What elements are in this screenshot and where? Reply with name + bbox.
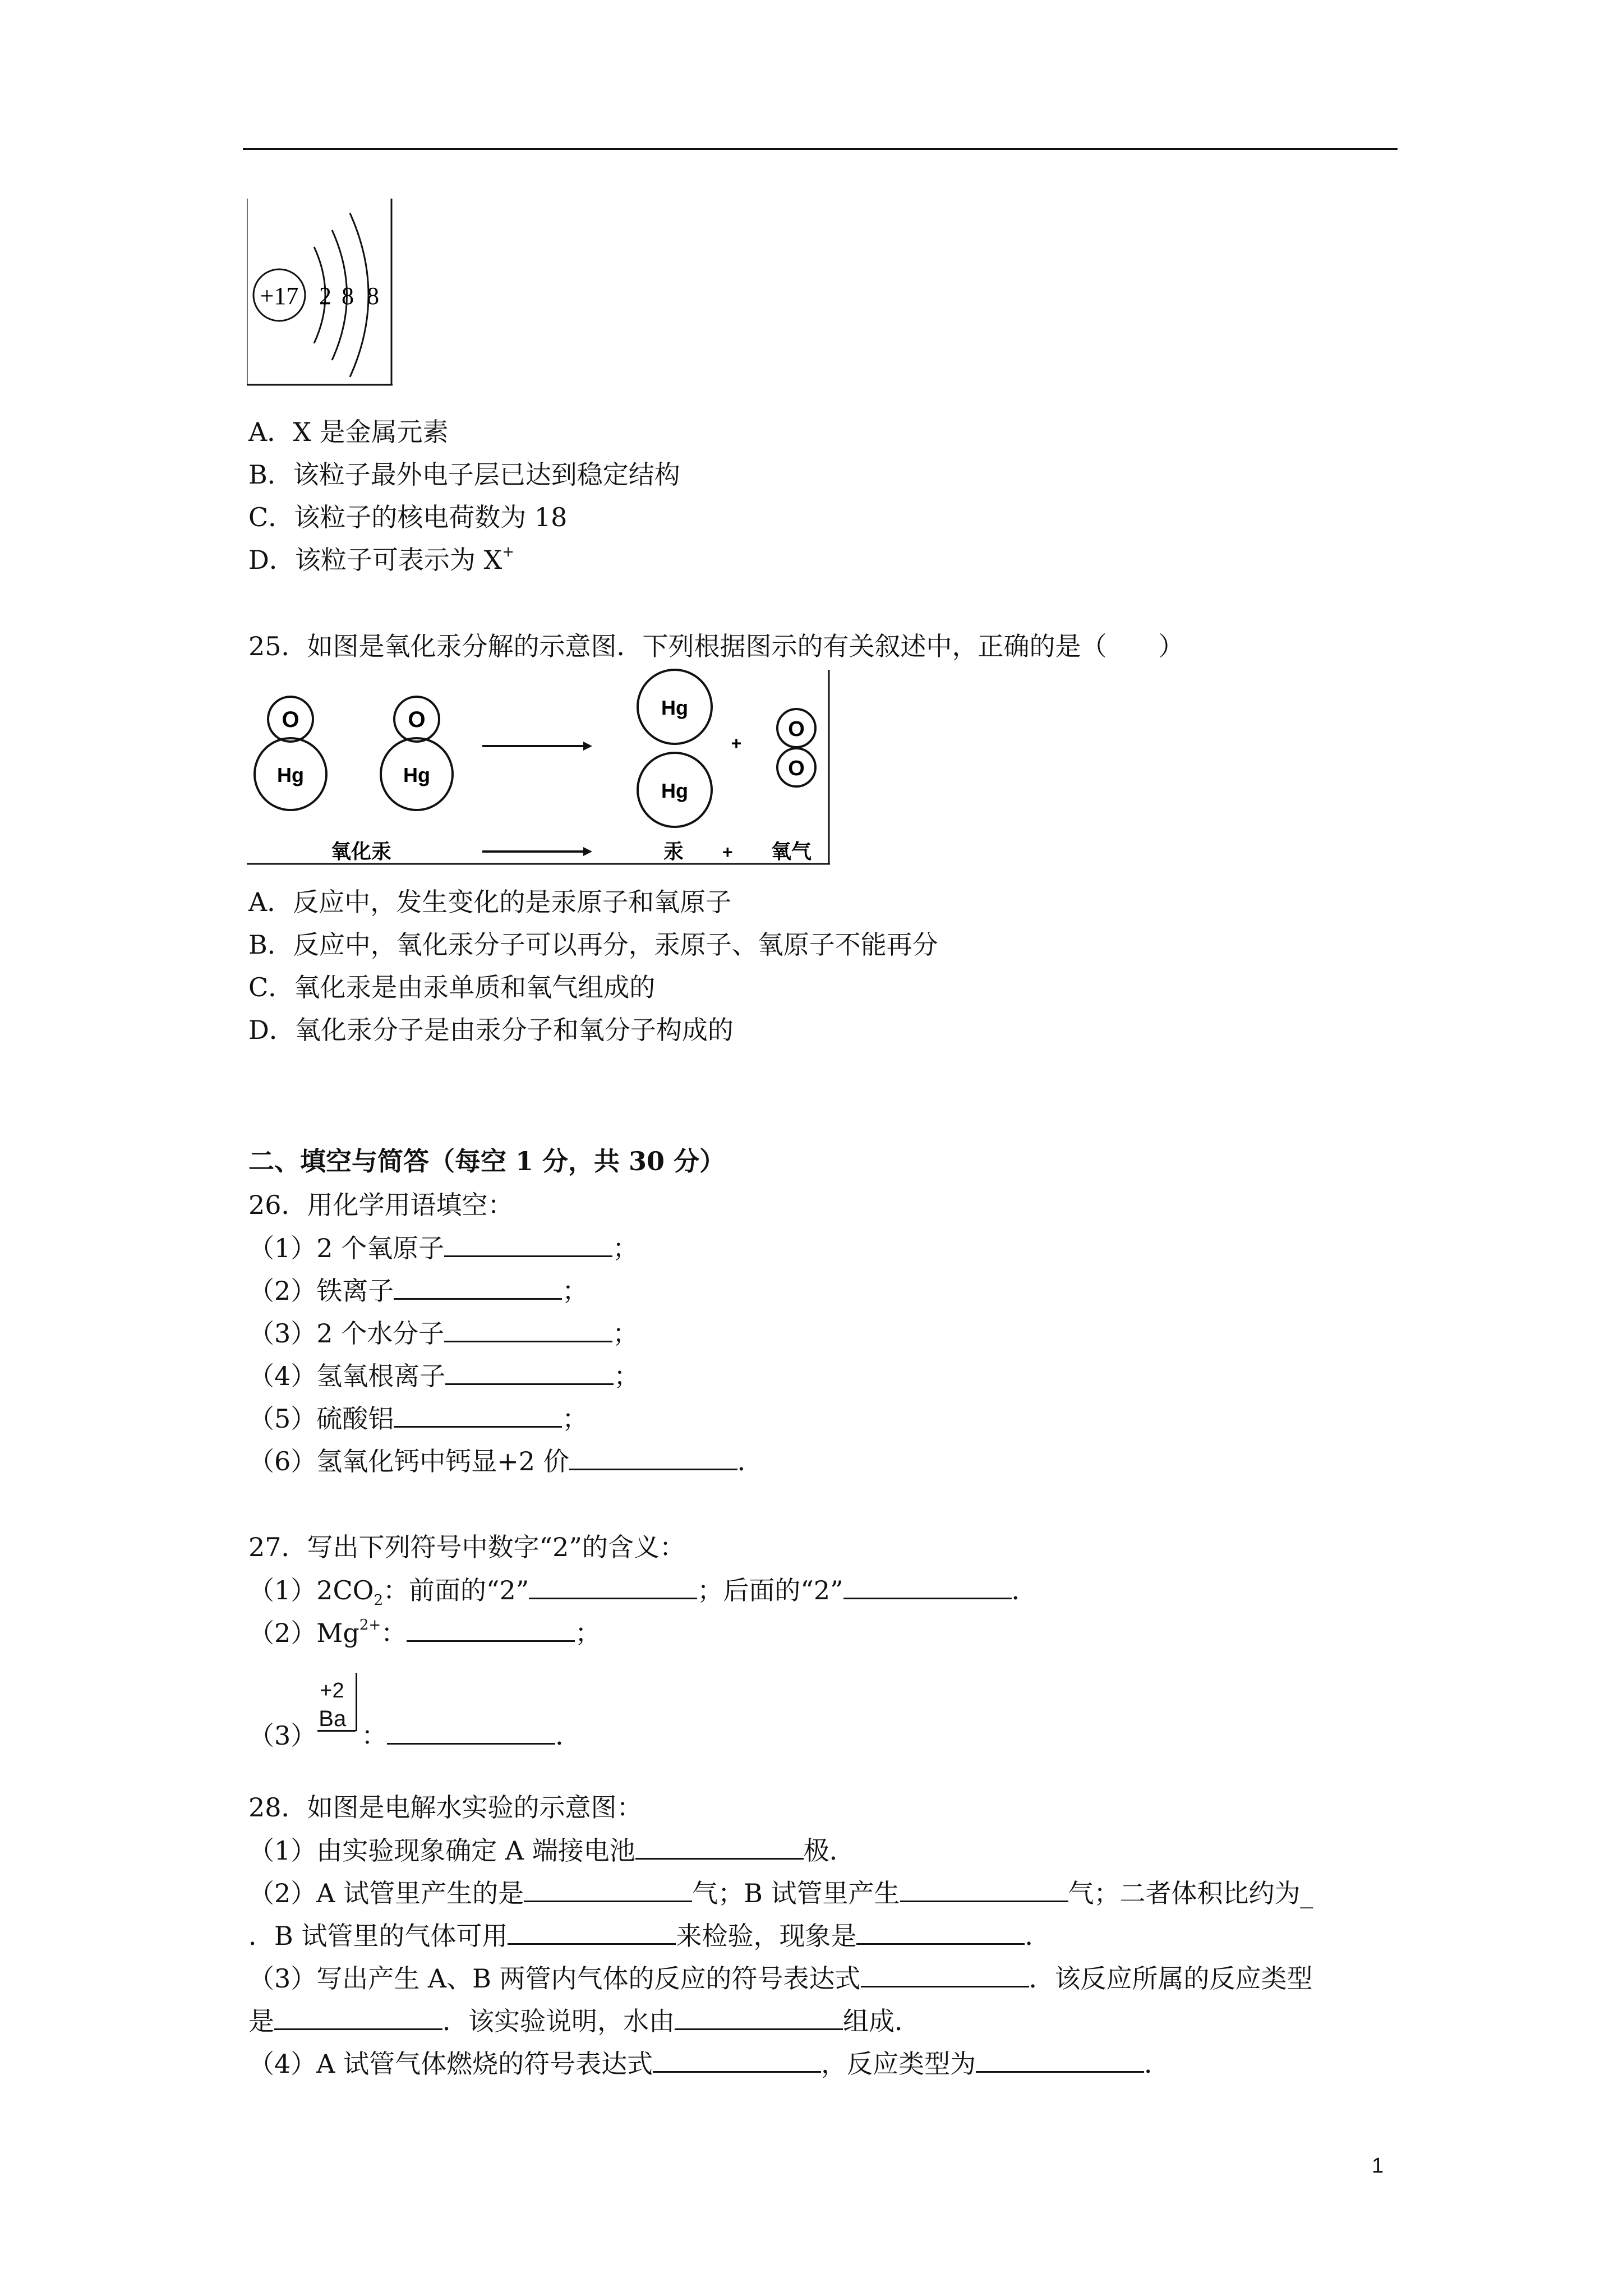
q24-option-a: A．X 是金属元素 [248, 417, 449, 447]
svg-text:+: + [731, 733, 742, 753]
answer-blank[interactable] [635, 1833, 804, 1860]
valence-symbol: +2 Ba [316, 1691, 361, 1752]
answer-blank[interactable] [444, 1316, 612, 1342]
svg-text:Hg: Hg [403, 763, 430, 786]
label-oxygen: 氧气 [771, 840, 812, 863]
shell-electrons-2: 8 [342, 282, 354, 310]
answer-blank[interactable] [976, 2046, 1144, 2073]
page-number: 1 [1372, 2154, 1384, 2178]
q28-item-3: （3）写出产生 A、B 两管内气体的反应的符号表达式 ．该反应所属的反应类型 [248, 1961, 1313, 1995]
answer-blank[interactable] [274, 2004, 442, 2030]
q26-item-2: （2）铁离子 ； [248, 1273, 588, 1308]
q28-stem: 28．如图是电解水实验的示意图： [248, 1792, 643, 1823]
q25-option-c: C．氧化汞是由汞单质和氧气组成的 [248, 972, 656, 1002]
answer-blank[interactable] [675, 2004, 843, 2030]
answer-blank[interactable] [407, 1616, 575, 1642]
answer-blank[interactable] [444, 1231, 612, 1257]
q27-item-1: $(1)2CO_2$：前面的“2” ；后面的“2” ． [248, 1573, 1038, 1607]
q24-option-c: C．该粒子的核电荷数为 18 [248, 502, 568, 532]
q25-option-a: A．反应中，发生变化的是汞原子和氧原子 [248, 887, 732, 917]
svg-text:Hg: Hg [661, 779, 688, 802]
q27-item-2: $(2)Mg^{2+}$： ； [248, 1617, 601, 1648]
answer-blank[interactable] [856, 1918, 1025, 1945]
q25-option-b: B．反应中，氧化汞分子可以再分，汞原子、氧原子不能再分 [248, 930, 938, 960]
answer-blank[interactable] [394, 1401, 562, 1428]
q28-item-2: （2）A 试管里产生的是 气；B 试管里产生 气；二者体积比约为_ [248, 1876, 1313, 1910]
q25-stem: 25．如图是氧化汞分解的示意图．下列根据图示的有关叙述中，正确的是（ ） [248, 631, 1184, 661]
q26-item-4: （4）氢氧根离子 ； [248, 1359, 639, 1393]
svg-text:O: O [408, 707, 426, 732]
answer-blank[interactable] [653, 2046, 821, 2073]
nucleus-charge: +17 [260, 282, 299, 310]
label-mercury: 汞 [663, 840, 684, 863]
answer-blank[interactable] [843, 1573, 1012, 1599]
q24-option-b: B．该粒子最外电子层已达到稳定结构 [248, 459, 680, 490]
answer-blank[interactable] [529, 1573, 697, 1599]
q28-item-1: （1）由实验现象确定 A 端接电池 极． [248, 1833, 855, 1867]
svg-text:O: O [282, 707, 299, 732]
answer-blank[interactable] [394, 1273, 562, 1300]
q26-item-5: （5）硫酸铝 ； [248, 1401, 588, 1435]
shell-electrons-3: 8 [367, 282, 379, 310]
q28-item-3-cont: 是 ．该实验说明，水由 组成． [248, 2004, 920, 2038]
q28-item-2-cont: ．B 试管里的气体可用 来检验，现象是 ． [248, 1918, 1050, 1953]
q24-option-d: D．该粒子可表示为 X+ [248, 544, 515, 575]
ion-structure-figure [247, 196, 398, 387]
q26-item-6: （6）氢氧化钙中钙显+2 价 ． [248, 1444, 763, 1478]
q26-stem: 26．用化学用语填空： [248, 1190, 514, 1220]
svg-text:O: O [788, 757, 805, 780]
answer-blank[interactable] [508, 1918, 676, 1945]
mercury-oxide-decomposition-figure [247, 668, 836, 869]
answer-blank[interactable] [900, 1876, 1068, 1902]
label-mercury-oxide: 氧化汞 [331, 840, 392, 863]
section-2-title: 二、填空与简答（每空 1 分，共 30 分） [248, 1146, 726, 1176]
answer-blank[interactable] [387, 1718, 555, 1745]
answer-blank[interactable] [569, 1444, 737, 1470]
q25-option-d: D．氧化汞分子是由汞分子和氧分子构成的 [248, 1015, 734, 1045]
answer-blank[interactable] [445, 1359, 614, 1385]
answer-blank[interactable] [861, 1961, 1029, 1987]
svg-text:Hg: Hg [661, 696, 688, 719]
answer-blank[interactable] [524, 1876, 692, 1902]
svg-text:Hg: Hg [277, 763, 304, 786]
svg-text:+: + [722, 842, 733, 862]
header-rule [243, 148, 1398, 150]
svg-text:O: O [788, 717, 805, 741]
q26-item-3: （3）2 个水分子 ； [248, 1316, 638, 1350]
shell-electrons-1: 2 [319, 282, 331, 310]
q28-item-4: （4）A 试管气体燃烧的符号表达式 ，反应类型为 ． [248, 2046, 1170, 2081]
q26-item-1: （1）2 个氧原子 ； [248, 1231, 638, 1265]
q27-item-3: （3） +2 Ba ： ． [248, 1691, 581, 1752]
q27-stem: 27．写出下列符号中数字“2”的含义： [248, 1532, 685, 1562]
